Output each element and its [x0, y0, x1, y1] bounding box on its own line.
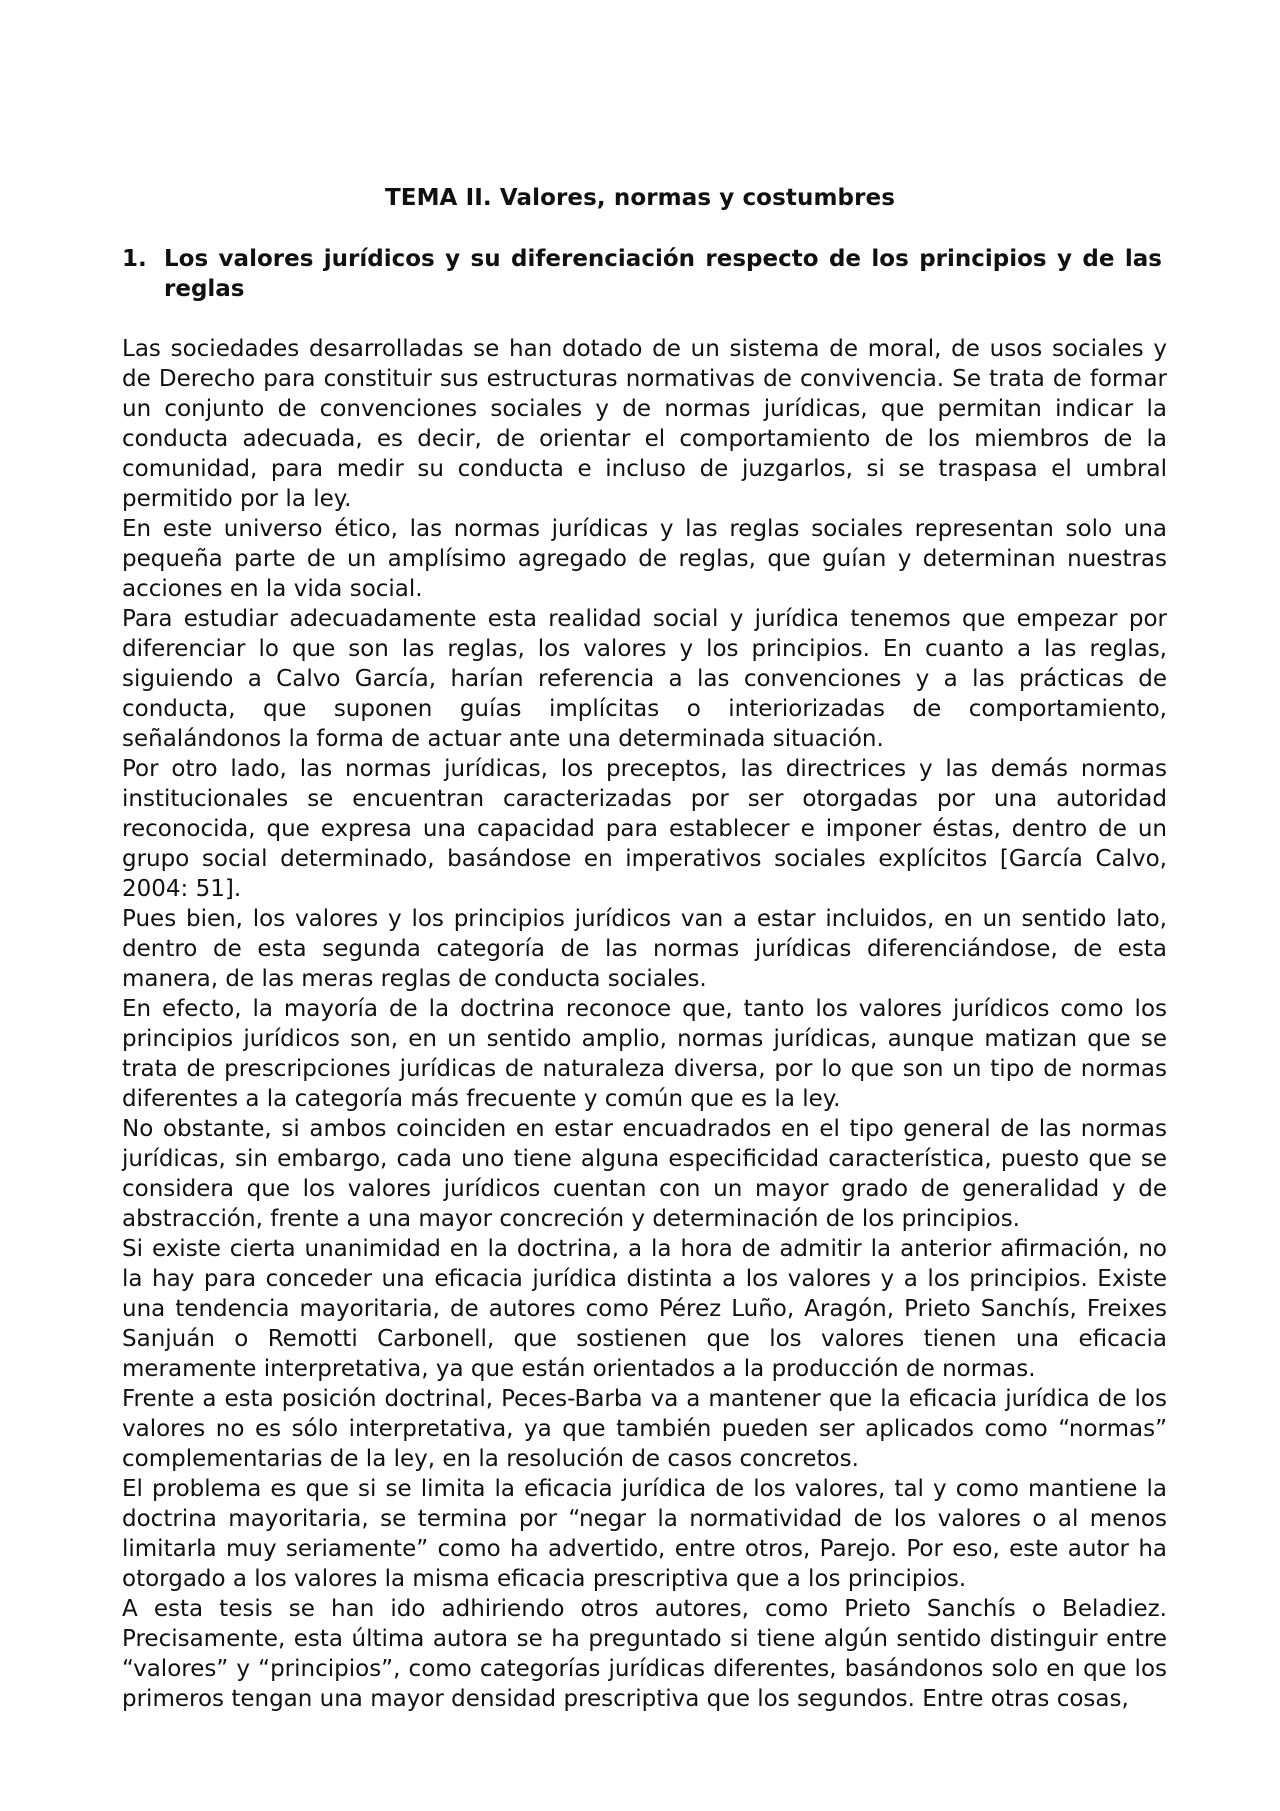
paragraph: Frente a esta posición doctrinal, Peces-Barba va a mantener que la eficacia jurídica de los valores no es sólo interpretativa, ya que también pueden ser aplicados como “normas” complementarias de la ley, en la resolución de casos concretos.	[122, 1386, 1167, 1472]
paragraph: Si existe cierta unanimidad en la doctrina, a la hora de admitir la anterior afirmación, no la hay para conceder una eficacia jurídica distinta a los valores y a los principios. Existe una tendencia mayoritaria, de autores como Pérez Luño, Aragón, Prieto Sanchís, Freixes Sanjuán o Remotti Carbonell, que sostienen que los valores tienen una eficacia meramente interpretativa, ya que están orientados a la producción de normas.	[122, 1236, 1167, 1382]
paragraph: No obstante, si ambos coinciden en estar encuadrados en el tipo general de las normas jurídicas, sin embargo, cada uno tiene alguna especificidad característica, puesto que se considera que los valores jurídicos cuentan con un mayor grado de generalidad y de abstracción, frente a una mayor concreción y determinación de los principios.	[122, 1116, 1167, 1232]
paragraph: En efecto, la mayoría de la doctrina reconoce que, tanto los valores jurídicos como los principios jurídicos son, en un sentido amplio, normas jurídicas, aunque matizan que se trata de prescripciones jurídicas de naturaleza diversa, por lo que son un tipo de normas diferentes a la categoría más frecuente y común que es la ley.	[122, 996, 1167, 1112]
page-title: TEMA II. Valores, normas y costumbres	[384, 185, 896, 211]
paragraph: Las sociedades desarrolladas se han dotado de un sistema de moral, de usos sociales y de Derecho para constituir sus estructuras normativas de convivencia. Se trata de formar un conjunto de convenciones sociales y de normas jurídicas, que permitan indicar la conducta adecuada, es decir, de orientar el comportamiento de los miembros de la comunidad, para medir su conducta e incluso de juzgarlos, si se traspasa el umbral permitido por la ley.	[122, 336, 1167, 512]
paragraph: Pues bien, los valores y los principios jurídicos van a estar incluidos, en un sentido lato, dentro de esta segunda categoría de las normas jurídicas diferenciándose, de esta manera, de las meras reglas de conducta sociales.	[122, 906, 1167, 992]
paragraph: El problema es que si se limita la eficacia jurídica de los valores, tal y como mantiene la doctrina mayoritaria, se termina por “negar la normatividad de los valores o al menos limitarla muy seriamente” como ha advertido, entre otros, Parejo. Por eso, este autor ha otorgado a los valores la misma eficacia prescriptiva que a los principios.	[122, 1476, 1167, 1592]
section-heading	[122, 244, 1162, 304]
paragraph: En este universo ético, las normas jurídicas y las reglas sociales representan solo una pequeña parte de un amplísimo agregado de reglas, que guían y determinan nuestras acciones en la vida social.	[122, 516, 1167, 602]
paragraph: Para estudiar adecuadamente esta realidad social y jurídica tenemos que empezar por diferenciar lo que son las reglas, los valores y los principios. En cuanto a las reglas, siguiendo a Calvo García, harían referencia a las convenciones y a las prácticas de conducta, que suponen guías implícitas o interiorizadas de comportamiento, señalándonos la forma de actuar ante una determinada situación.	[122, 606, 1167, 752]
body-text	[122, 334, 1167, 1714]
paragraph: A esta tesis se han ido adhiriendo otros autores, como Prieto Sanchís o Beladiez. Precisamente, esta última autora se ha preguntado si tiene algún sentido distinguir entre “valores” y “principios”, como categorías jurídicas diferentes, basándonos solo en que los primeros tengan una mayor densidad prescriptiva que los segundos. Entre otras cosas,	[122, 1596, 1167, 1712]
section-number: 1.	[122, 246, 147, 272]
paragraph: Por otro lado, las normas jurídicas, los preceptos, las directrices y las demás normas institucionales se encuentran caracterizadas por ser otorgadas por una autoridad reconocida, que expresa una capacidad para establecer e imponer éstas, dentro de un grupo social determinado, basándose en imperativos sociales explícitos [García Calvo, 2004: 51].	[122, 756, 1167, 902]
section-heading-text: Los valores jurídicos y su diferenciación respecto de los principios y de las reglas	[164, 246, 1162, 302]
